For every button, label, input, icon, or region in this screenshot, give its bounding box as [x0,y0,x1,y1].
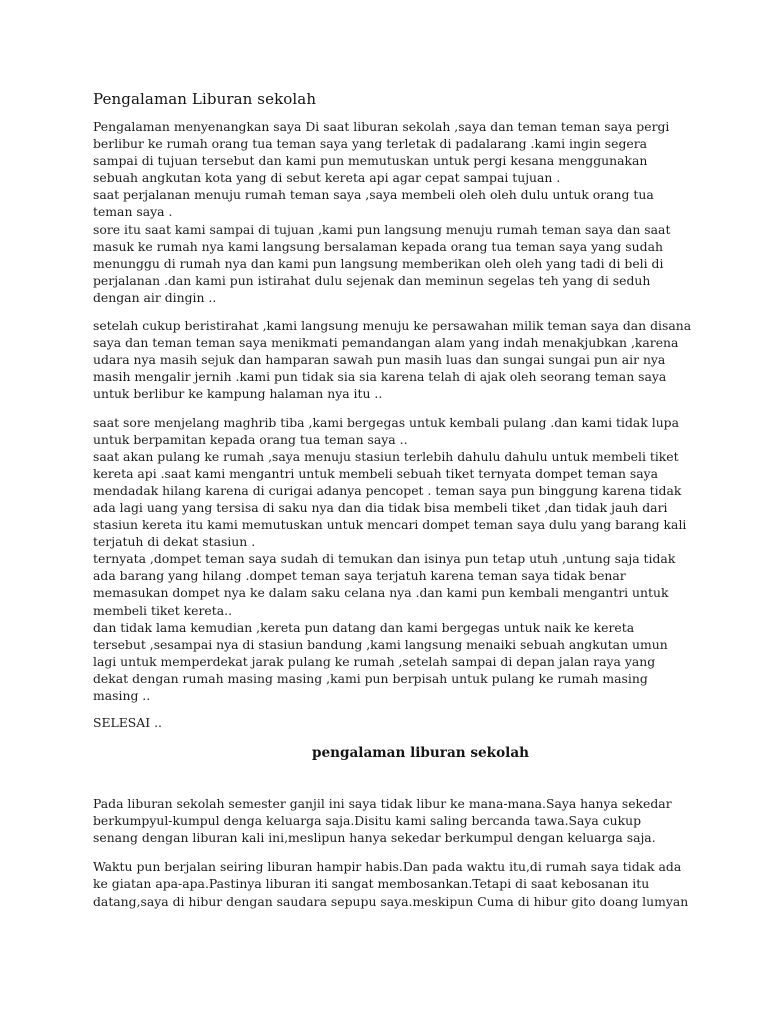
closing-text: SELESAI .. [93,715,162,731]
document-title: Pengalaman Liburan sekolah [93,90,317,108]
text-line: sore itu saat kami sampai di tujuan ,kami pun langsung menuju rumah teman saya dan saat [93,221,671,237]
document-page [93,90,693,910]
text-line: tersebut ,sesampai nya di stasiun bandung ,kami langsung menaiki sebuah angkutan umun [93,636,668,652]
paragraph-5 [93,858,693,909]
text-line: dan tidak lama kemudian ,kereta pun datang dan kami bergegas untuk naik ke kereta [93,619,635,635]
text-line: ada lagi uang yang tersisa di saku nya dan dia tidak bisa membeli tiket ,dan tidak jauh dari [93,499,668,515]
paragraph-1 [93,118,693,306]
paragraph-4 [93,795,693,846]
text-line: masuk ke rumah nya kami langsung bersalaman kepada orang tua teman saya yang sudah [93,238,663,254]
text-line: memasukan dompet nya ke dalam saku celana nya .dan kami pun kembali mengantri untuk [93,585,669,601]
paragraph-gap [93,846,693,858]
text-line: saat akan pulang ke rumah ,saya menuju stasiun terlebih dahulu dahulu untuk membeli tiket [93,448,679,464]
text-line: masih mengalir jernih .kami pun tidak sia sia karena telah di ajak oleh seorang teman saya [93,369,667,385]
text-line: berkumpyul-kumpul denga keluarga saja.Disitu kami saling bercanda tawa.Saya cukup [93,813,642,829]
paragraph-2 [93,317,693,402]
text-line: menunggu di rumah nya dan kami pun langsung memberikan oleh oleh yang tadi di beli di [93,255,664,271]
text-line: saat perjalanan menuju rumah teman saya ,saya membeli oleh oleh dulu untuk orang tua [93,187,654,203]
text-line: masing .. [93,688,151,703]
text-line: stasiun kereta itu kami memutuskan untuk mencari dompet teman saya dulu yang barang kali [93,517,687,533]
text-line: senang dengan liburan kali ini,meslipun hanya sekedar berkumpul dengan keluarga saja. [93,830,656,846]
second-section [93,795,693,910]
text-line: saya dan teman teman saya menikmati pemandangan alam yang indah menakjubkan ,karena [93,335,679,351]
text-line: mendadak hilang karena di curigai adanya pencopet . teman saya pun binggung karena tidak [93,482,682,498]
text-line: terjatuh di dekat stasiun . [93,534,256,550]
text-line: ada barang yang hilang .dompet teman saya terjatuh karena teman saya tidak benar [93,568,626,584]
text-line: perjalanan .dan kami pun istirahat dulu sejenak dan meminun segelas teh yang di seduh [93,272,651,288]
text-line: sebuah angkutan kota yang di sebut kereta api agar cepat sampai tujuan . [93,170,561,186]
text-line: teman saya . [93,204,173,220]
text-line: Waktu pun berjalan seiring liburan hampir habis.Dan pada waktu itu,di rumah saya tidak ada [93,859,682,875]
text-line: ke giatan apa-apa.Pastinya liburan iti sangat membosankan.Tetapi di saat kebosanan itu [93,876,650,892]
text-line: berlibur ke rumah orang tua teman saya yang terletak di padalarang .kami ingin segera [93,136,648,152]
text-line: sampai di tujuan tersebut dan kami pun memutuskan untuk pergi kesana menggunakan [93,153,648,169]
text-line: setelah cukup beristirahat ,kami langsung menuju ke persawahan milik teman saya dan disana [93,318,692,334]
text-line: ternyata ,dompet teman saya sudah di temukan dan isinya pun tetap utuh ,untung saja tidak [93,551,676,567]
text-line: membeli tiket kereta.. [93,602,233,618]
text-line: untuk berpamitan kepada orang tua teman saya .. [93,431,408,447]
paragraph-3 [93,414,693,705]
text-line: kereta api .saat kami mengantri untuk membeli sebuah tiket ternyata dompet teman saya [93,465,658,481]
text-line: udara nya masih sejuk dan hamparan sawah pun masih luas dan sungai sungai pun air nya [93,352,666,368]
text-line: dengan air dingin .. [93,289,217,305]
text-line: Pengalaman menyenangkan saya Di saat liburan sekolah ,saya dan teman teman saya pergi [93,119,670,134]
text-line: datang,saya di hibur dengan saudara sepupu saya.meskipun Cuma di hibur gito doang lumyan [93,893,689,909]
paragraph-gap [93,403,693,414]
paragraph-gap [93,306,693,317]
text-line: Pada liburan sekolah semester ganjil ini saya tidak libur ke mana-mana.Saya hanya sekedar [93,796,672,812]
text-line: lagi untuk memperdekat jarak pulang ke rumah ,setelah sampai di depan jalan raya yang [93,653,656,669]
text-line: saat sore menjelang maghrib tiba ,kami bergegas untuk kembali pulang .dan kami tidak lupa [93,414,680,430]
text-line: untuk berlibur ke kampung halaman nya itu .. [93,386,383,402]
text-line: dekat dengan rumah masing masing ,kami pun berpisah untuk pulang ke rumah masing [93,670,648,686]
second-title: pengalaman liburan sekolah [311,745,530,762]
